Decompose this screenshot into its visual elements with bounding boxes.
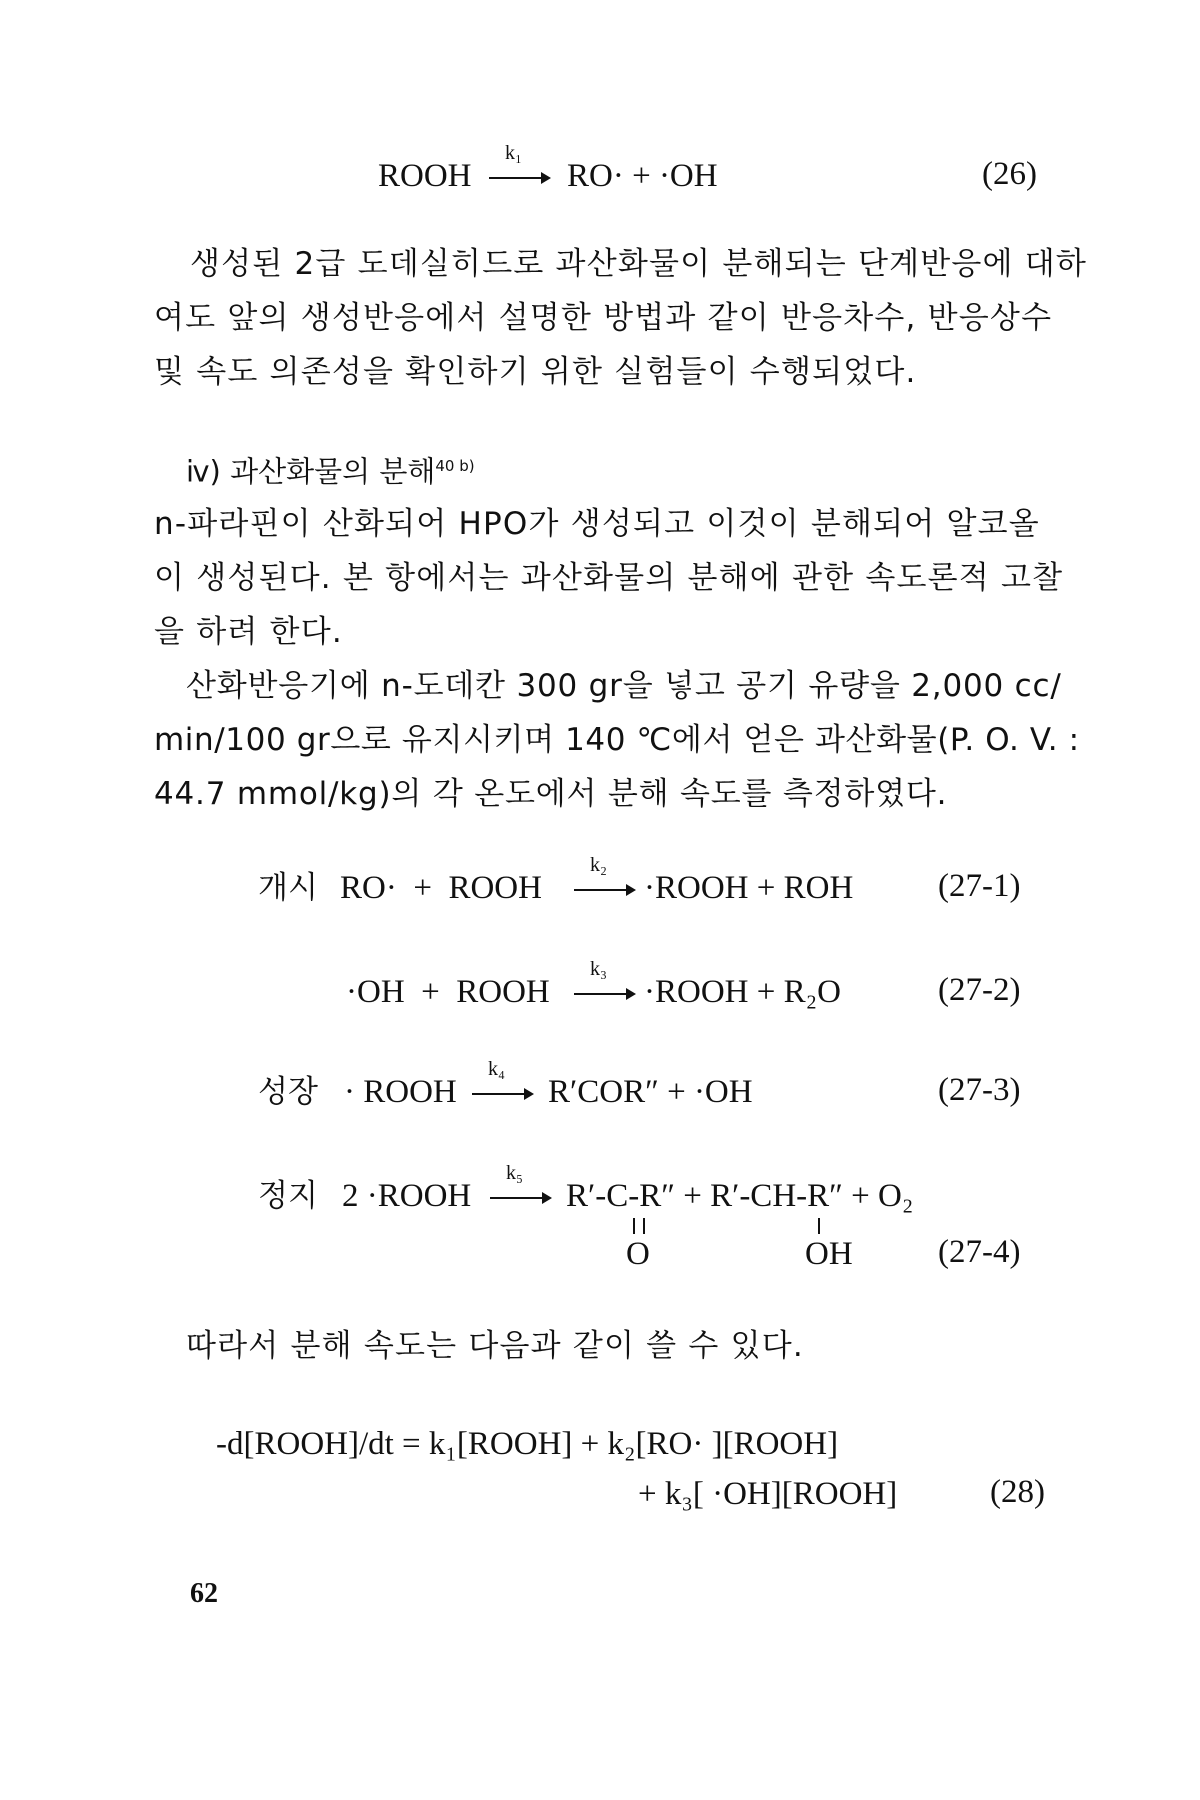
para1-line2: 여도 앞의 생성반응에서 설명한 방법과 같이 반응차수, 반응상수 <box>154 300 1053 336</box>
para4-line: 따라서 분해 속도는 다음과 같이 쓸 수 있다. <box>186 1328 804 1364</box>
eq27-4-hydroxyl: OH <box>805 1236 853 1272</box>
eq27-1-label: 개시 <box>258 870 318 906</box>
reaction-arrow-k3 <box>574 958 634 1012</box>
eq27-4-right: R′-C-R″ + R′-CH-R″ + O₂ <box>566 1178 914 1214</box>
eq27-4-left: 2 ·ROOH <box>342 1178 472 1214</box>
eq26-right: RO· + ·OH <box>567 158 718 194</box>
eq26-left: ROOH <box>378 158 472 194</box>
para3-line3: 44.7 mmol/kg)의 각 온도에서 분해 속도를 측정하였다. <box>154 776 948 812</box>
para2-line3: 을 하려 한다. <box>154 614 343 650</box>
para2-line1: n-파라핀이 산화되어 HPO가 생성되고 이것이 분해되어 알코올 <box>154 506 1040 542</box>
eq27-3-right: R′COR″ + ·OH <box>548 1074 753 1110</box>
section-reference: 40 b) <box>435 457 475 475</box>
eq27-2-number: (27-2) <box>938 972 1021 1008</box>
eq26-number: (26) <box>982 156 1037 192</box>
reaction-arrow-k5 <box>490 1162 550 1216</box>
rate-constant-k5: k₅ <box>506 1162 523 1184</box>
rate-constant-k3: k₃ <box>590 958 607 980</box>
eq27-4-label: 정지 <box>258 1178 318 1214</box>
eq27-3-number: (27-3) <box>938 1072 1021 1108</box>
eq27-3-left: · ROOH <box>344 1074 457 1110</box>
eq27-2-left: ·OH + ROOH <box>346 974 550 1010</box>
para3-line2: min/100 gr으로 유지시키며 140 ℃에서 얻은 과산화물(P. O. V. : <box>154 722 1080 758</box>
rate-constant-k4: k₄ <box>488 1058 505 1080</box>
reaction-arrow-k2 <box>574 854 634 908</box>
para3-line1: 산화반응기에 n-도데칸 300 gr을 넣고 공기 유량을 2,000 cc/ <box>186 668 1062 704</box>
eq28-line1: -d[ROOH]/dt = k₁[ROOH] + k₂[RO· ][ROOH] <box>216 1426 839 1462</box>
para1-line1: 생성된 2급 도데실히드로 과산화물이 분해되는 단계반응에 대하 <box>190 246 1088 282</box>
eq27-4-number: (27-4) <box>938 1234 1021 1270</box>
section-heading-text: ⅳ) 과산화물의 분해 <box>186 454 436 489</box>
eq27-1-left: RO· + ROOH <box>340 870 542 906</box>
section-heading <box>186 446 475 492</box>
eq27-2-right: ·ROOH + R₂O <box>644 974 841 1010</box>
eq27-3-label: 성장 <box>258 1074 318 1110</box>
rate-constant-k1: k₁ <box>505 142 522 164</box>
eq27-1-number: (27-1) <box>938 868 1021 904</box>
single-bond-mark <box>818 1218 820 1234</box>
reaction-arrow-k4 <box>472 1058 532 1112</box>
eq27-4-carbonyl-o: O <box>626 1236 650 1272</box>
eq28-line2: + k₃[ ·OH][ROOH] <box>638 1476 898 1512</box>
para1-line3: 및 속도 의존성을 확인하기 위한 실험들이 수행되었다. <box>154 354 917 390</box>
eq27-1-right: ·ROOH + ROH <box>644 870 854 906</box>
para2-line2: 이 생성된다. 본 항에서는 과산화물의 분해에 관한 속도론적 고찰 <box>154 560 1064 596</box>
double-bond-mark <box>633 1218 645 1234</box>
eq28-number: (28) <box>990 1474 1045 1510</box>
reaction-arrow-k1 <box>489 142 549 196</box>
rate-constant-k2: k₂ <box>590 854 607 876</box>
page-number: 62 <box>190 1578 218 1609</box>
